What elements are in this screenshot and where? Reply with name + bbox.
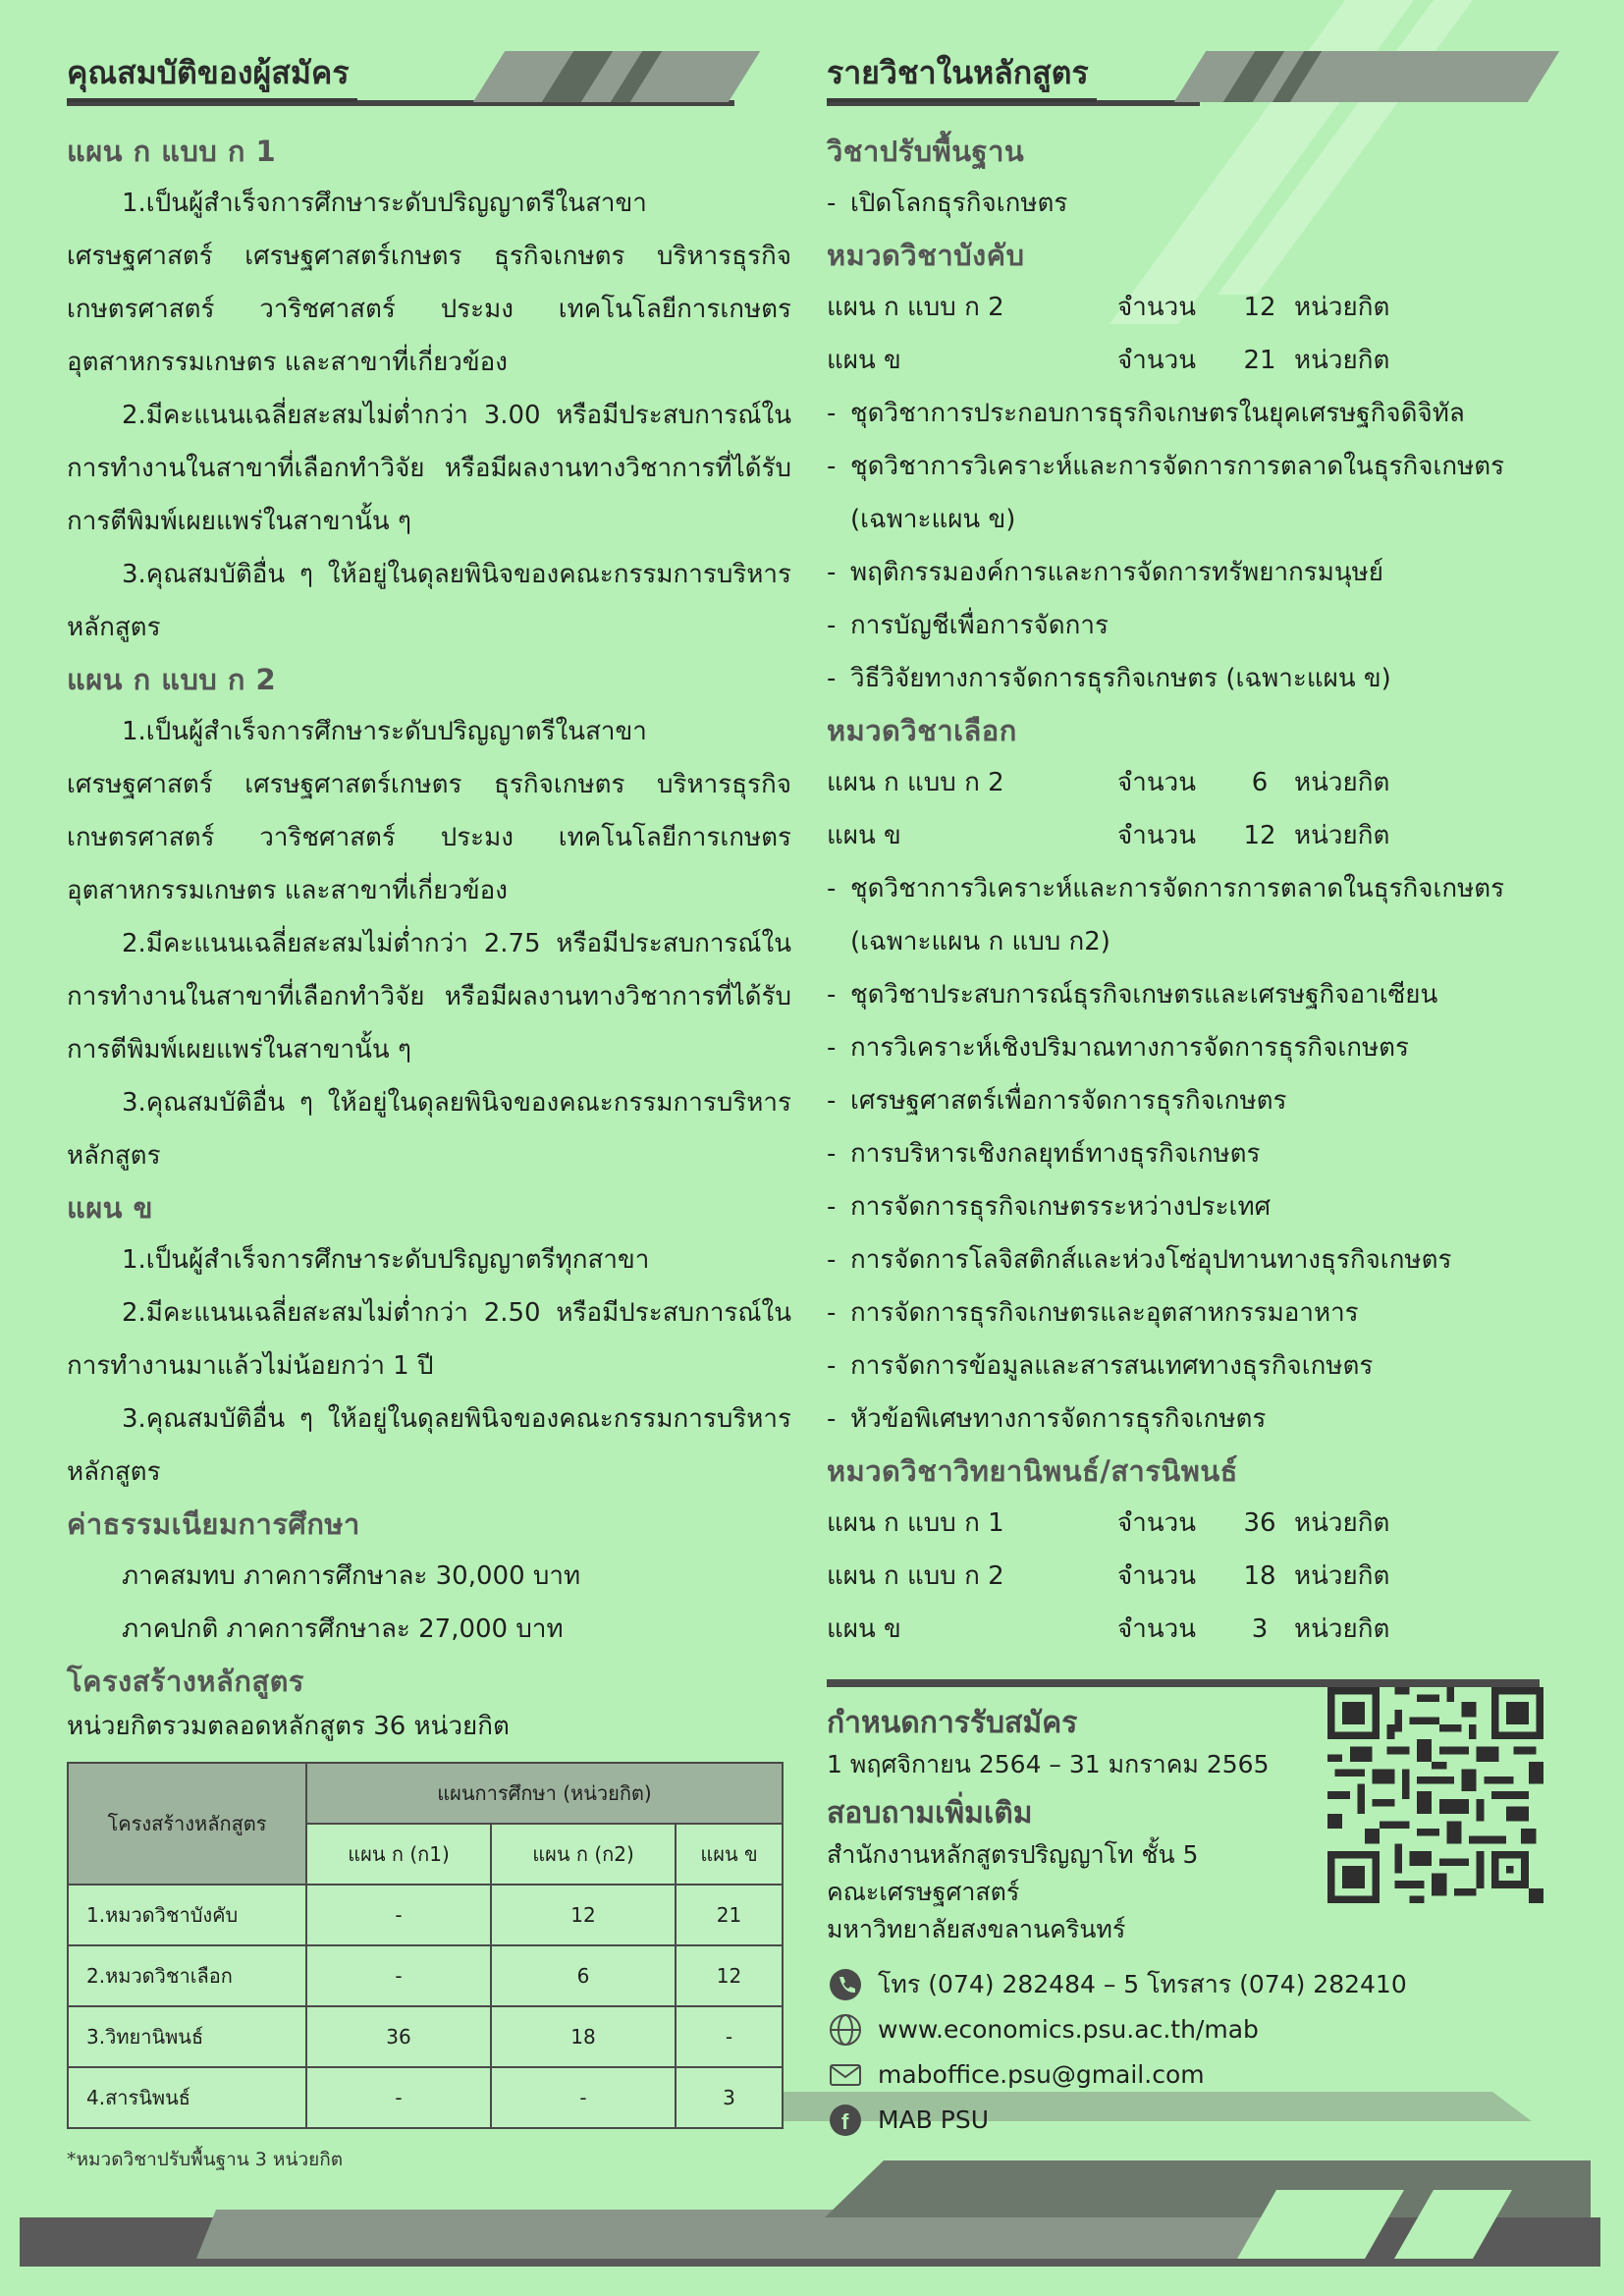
website-link[interactable]: www.economics.psu.ac.th/mab: [878, 2015, 1259, 2044]
courses-title: รายวิชาในหลักสูตร: [827, 47, 1097, 102]
plan-b-item-3: 3.คุณสมบัติอื่น ๆ ให้อยู่ในดุลยพินิจของคณะกรรมการบริหารหลักสูตร: [67, 1404, 791, 1487]
required-title: หมวดวิชาบังคับ: [827, 239, 1025, 272]
plan-a1-item-3: 3.คุณสมบัติอื่น ๆ ให้อยู่ในดุลยพินิจของคณะกรรมการบริหารหลักสูตร: [67, 560, 791, 642]
list-item: - ชุดวิชาการวิเคราะห์และการจัดการการตลาดในธุรกิจเกษตร (เฉพาะแผน ก แบบ ก2): [827, 874, 1505, 957]
plan-a1-item-2: 2.มีคะแนนเฉลี่ยสะสมไม่ต่ำกว่า 3.00 หรือมีประสบการณ์ในการทำงานในสาขาที่เลือกทำวิจัย หรือมีผลงานทางวิชาการที่ได้รับการตีพิมพ์เผยแพร่ในสาขานั้น ๆ: [67, 401, 791, 536]
credit-row: แผน ข จำนวน 12 หน่วยกิต: [827, 821, 1390, 850]
cell-a1: -: [306, 1945, 491, 2006]
deadline-title: กำหนดการรับสมัคร: [827, 1706, 1078, 1740]
cell-a2: 18: [491, 2006, 676, 2067]
thesis-title: หมวดวิชาวิทยานิพนธ์/สารนิพนธ์: [827, 1454, 1238, 1488]
email-row[interactable]: [827, 2052, 1553, 2098]
svg-text:f: f: [841, 2109, 849, 2134]
mail-icon: [827, 2056, 864, 2094]
list-item: - การจัดการธุรกิจเกษตรและอุตสาหกรรมอาหาร: [827, 1298, 1359, 1328]
website-row[interactable]: [827, 2007, 1553, 2052]
list-item: - ชุดวิชาประสบการณ์ธุรกิจเกษตรและเศรษฐกิจอาเซียน: [827, 980, 1438, 1010]
structure-table: [67, 1762, 784, 2129]
plan-a2-title: แผน ก แบบ ก 2: [67, 663, 277, 696]
cell-b: 12: [676, 1945, 783, 2006]
plan-b-item-2: 2.มีคะแนนเฉลี่ยสะสมไม่ต่ำกว่า 2.50 หรือมีประสบการณ์ในการทำงานมาแล้วไม่น้อยกว่า 1 ปี: [67, 1298, 791, 1381]
phone-row: [827, 1962, 1553, 2007]
credit-row: แผน ก แบบ ก 1 จำนวน 36 หน่วยกิต: [827, 1508, 1390, 1538]
cell-a1: -: [306, 2067, 491, 2128]
table-row-header: โครงสร้างหลักสูตร: [68, 1763, 306, 1885]
row-label: 4.สารนิพนธ์: [68, 2067, 306, 2128]
qualifications-header: [67, 47, 791, 106]
row-label: 1.หมวดวิชาบังคับ: [68, 1885, 306, 1945]
list-item: - พฤติกรรมองค์การและการจัดการทรัพยากรมนุษย์: [827, 558, 1384, 587]
email-link[interactable]: maboffice.psu@gmail.com: [878, 2060, 1205, 2089]
cell-b: 3: [676, 2067, 783, 2128]
phone-text: โทร (074) 282484 – 5 โทรสาร (074) 282410: [878, 1970, 1407, 1998]
phone-icon: [827, 1966, 864, 2003]
contact-divider: [827, 1679, 1540, 1687]
fees-title: ค่าธรรมเนียมการศึกษา: [67, 1507, 360, 1541]
address-line-1: สำนักงานหลักสูตรปริญญาโท ชั้น 5: [827, 1840, 1199, 1869]
structure-total: หน่วยกิตรวมตลอดหลักสูตร 36 หน่วยกิต: [67, 1712, 510, 1741]
list-item: - หัวข้อพิเศษทางการจัดการธุรกิจเกษตร: [827, 1404, 1267, 1434]
address-line-2: คณะเศรษฐศาสตร์: [827, 1878, 1020, 1906]
cell-a1: 36: [306, 2006, 491, 2067]
credit-row: แผน ก แบบ ก 2 จำนวน 6 หน่วยกิต: [827, 768, 1390, 797]
address-line-3: มหาวิทยาลัยสงขลานครินทร์: [827, 1915, 1126, 1943]
plan-a1-title: แผน ก แบบ ก 1: [67, 135, 277, 168]
plan-a2-item-1: 1.เป็นผู้สำเร็จการศึกษาระดับปริญญาตรีในสาขาเศรษฐศาสตร์ เศรษฐศาสตร์เกษตร ธุรกิจเกษตร บริหารธุรกิจเกษตรศาสตร์ วาริชศาสตร์ ประมง เทคโนโลยีการเกษตรอุตสาหกรรมเกษตร และสาขาที่เกี่ยวข้อง: [67, 717, 791, 905]
plan-a2-item-3: 3.คุณสมบัติอื่น ๆ ให้อยู่ในดุลยพินิจของคณะกรรมการบริหารหลักสูตร: [67, 1088, 791, 1171]
left-column: [67, 47, 791, 2174]
structure-footnote: *หมวดวิชาปรับพื้นฐาน 3 หน่วยกิต: [67, 2149, 344, 2170]
row-label: 3.วิทยานิพนธ์: [68, 2006, 306, 2067]
credit-row: แผน ก แบบ ก 2 จำนวน 12 หน่วยกิต: [827, 293, 1390, 322]
list-item: - การบัญชีเพื่อการจัดการ: [827, 611, 1109, 640]
fee-regular: ภาคปกติ ภาคการศึกษาละ 27,000 บาท: [122, 1614, 564, 1644]
cell-a2: 6: [491, 1945, 676, 2006]
facebook-icon: [827, 2102, 864, 2139]
list-item: - การจัดการโลจิสติกส์และห่วงโซ่อุปทานทางธุรกิจเกษตร: [827, 1245, 1452, 1275]
table-col-a1: แผน ก (ก1): [306, 1824, 491, 1885]
credit-row: แผน ข จำนวน 3 หน่วยกิต: [827, 1614, 1390, 1644]
foundation-title: วิชาปรับพื้นฐาน: [827, 135, 1025, 168]
credit-row: แผน ข จำนวน 21 หน่วยกิต: [827, 346, 1390, 375]
plan-b-item-1: 1.เป็นผู้สำเร็จการศึกษาระดับปริญญาตรีทุกสาขา: [122, 1245, 650, 1275]
list-item: - การวิเคราะห์เชิงปริมาณทางการจัดการธุรกิจเกษตร: [827, 1033, 1410, 1063]
list-item: - ชุดวิชาการวิเคราะห์และการจัดการการตลาดในธุรกิจเกษตร (เฉพาะแผน ข): [827, 452, 1505, 534]
table-group-header: แผนการศึกษา (หน่วยกิต): [306, 1763, 783, 1824]
inquiry-title: สอบถามเพิ่มเติม: [827, 1796, 1033, 1831]
elective-title: หมวดวิชาเลือก: [827, 714, 1017, 747]
plan-b-title: แผน ข: [67, 1191, 153, 1225]
cell-a1: -: [306, 1885, 491, 1945]
table-row: [68, 2067, 783, 2128]
credit-row: แผน ก แบบ ก 2 จำนวน 18 หน่วยกิต: [827, 1561, 1390, 1591]
structure-title: โครงสร้างหลักสูตร: [67, 1665, 304, 1698]
cell-a2: -: [491, 2067, 676, 2128]
plan-a2-item-2: 2.มีคะแนนเฉลี่ยสะสมไม่ต่ำกว่า 2.75 หรือมีประสบการณ์ในการทำงานในสาขาที่เลือกทำวิจัย หรือมีผลงานทางวิชาการที่ได้รับการตีพิมพ์เผยแพร่ในสาขานั้น ๆ: [67, 929, 791, 1065]
fee-weekend: ภาคสมทบ ภาคการศึกษาละ 30,000 บาท: [122, 1561, 581, 1591]
row-label: 2.หมวดวิชาเลือก: [68, 1945, 306, 2006]
list-item: - การบริหารเชิงกลยุทธ์ทางธุรกิจเกษตร: [827, 1139, 1261, 1169]
facebook-link[interactable]: MAB PSU: [878, 2105, 990, 2134]
table-row: [68, 2006, 783, 2067]
table-row: [68, 1885, 783, 1945]
qr-code[interactable]: [1327, 1687, 1543, 1903]
list-item: - วิธีวิจัยทางการจัดการธุรกิจเกษตร (เฉพาะแผน ข): [827, 664, 1391, 693]
cell-a2: 12: [491, 1885, 676, 1945]
table-col-a2: แผน ก (ก2): [491, 1824, 676, 1885]
plan-a1-item-1: 1.เป็นผู้สำเร็จการศึกษาระดับปริญญาตรีในสาขาเศรษฐศาสตร์ เศรษฐศาสตร์เกษตร ธุรกิจเกษตร บริหารธุรกิจเกษตรศาสตร์ วาริชศาสตร์ ประมง เทคโนโลยีการเกษตรอุตสาหกรรมเกษตร และสาขาที่เกี่ยวข้อง: [67, 189, 791, 377]
list-item: - เปิดโลกธุรกิจเกษตร: [827, 189, 1068, 218]
cell-b: -: [676, 2006, 783, 2067]
deadline-text: 1 พฤศจิกายน 2564 – 31 มกราคม 2565: [827, 1750, 1270, 1778]
table-row: [68, 1945, 783, 2006]
list-item: - ชุดวิชาการประกอบการธุรกิจเกษตรในยุคเศรษฐกิจดิจิทัล: [827, 399, 1465, 428]
table-col-b: แผน ข: [676, 1824, 783, 1885]
list-item: - การจัดการธุรกิจเกษตรระหว่างประเทศ: [827, 1192, 1272, 1222]
list-item: - การจัดการข้อมูลและสารสนเทศทางธุรกิจเกษตร: [827, 1351, 1374, 1381]
facebook-row[interactable]: [827, 2098, 1553, 2143]
list-item: - เศรษฐศาสตร์เพื่อการจัดการธุรกิจเกษตร: [827, 1086, 1287, 1116]
globe-icon: [827, 2011, 864, 2049]
cell-b: 21: [676, 1885, 783, 1945]
courses-header: [827, 47, 1553, 106]
qualifications-title: คุณสมบัติของผู้สมัคร: [67, 47, 357, 102]
